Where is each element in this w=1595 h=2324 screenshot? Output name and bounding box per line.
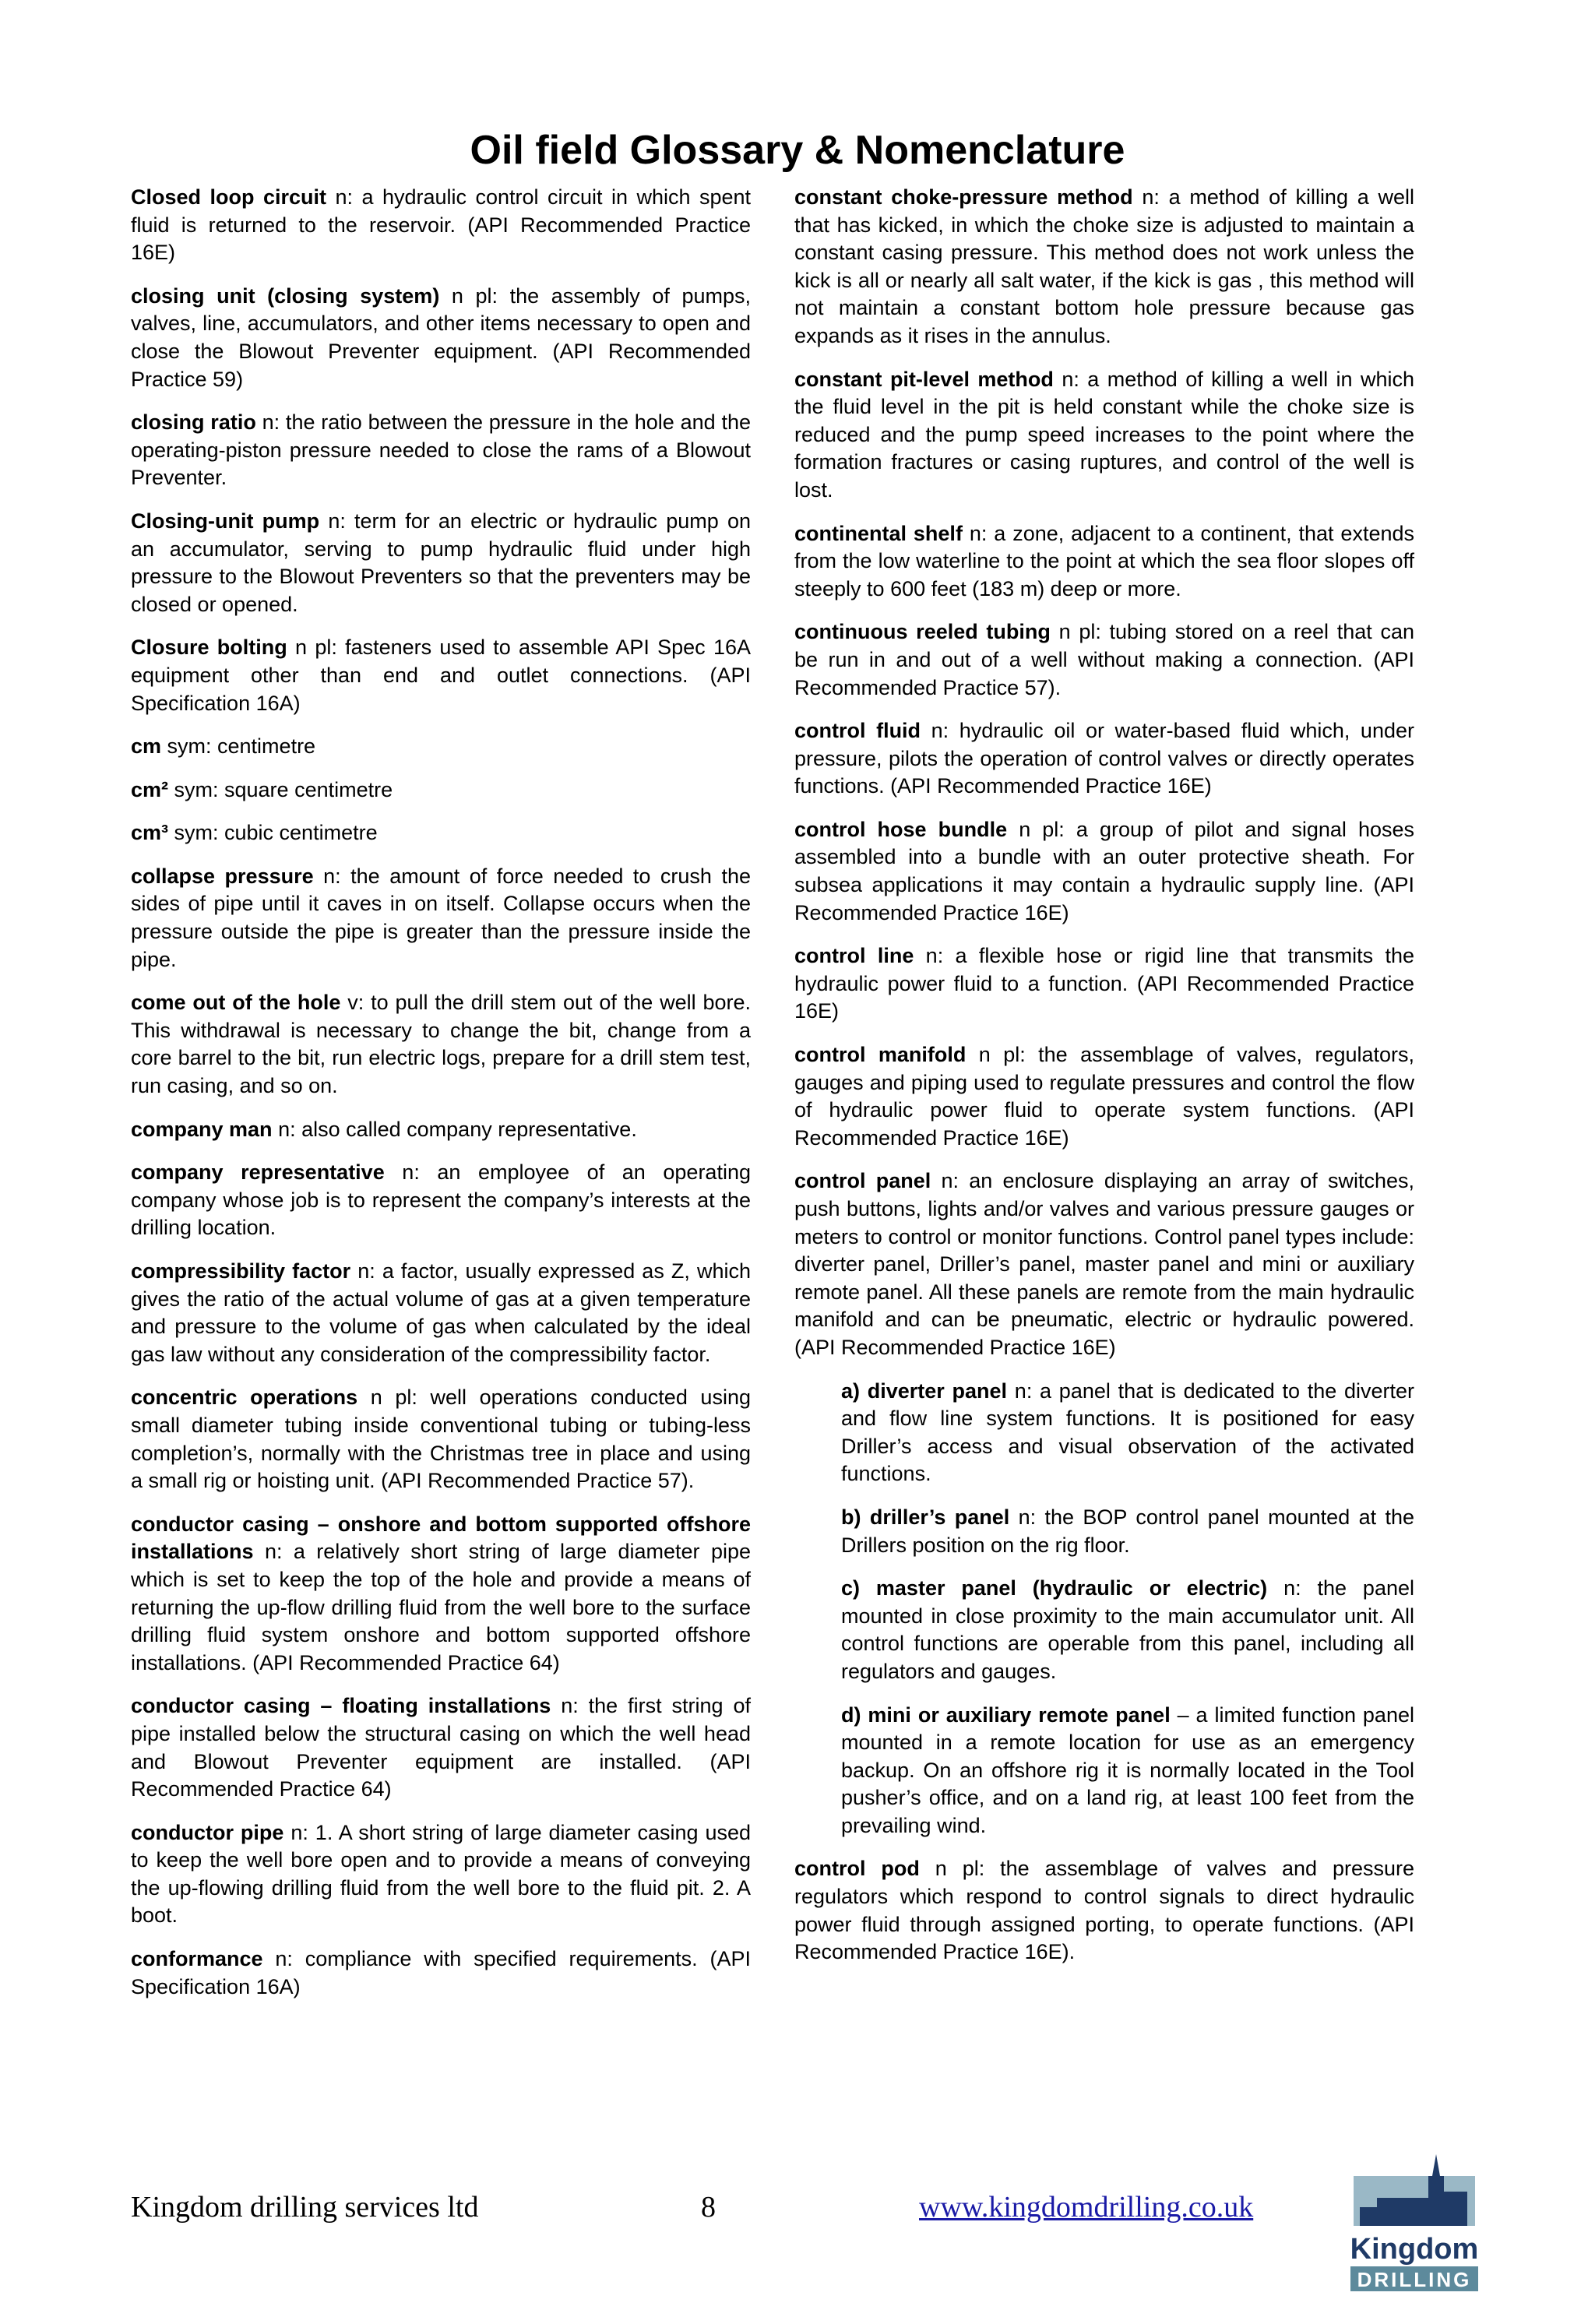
glossary-term: control manifold	[794, 1043, 967, 1067]
glossary-term: company representative	[131, 1160, 385, 1185]
page-title: Oil field Glossary & Nomenclature	[470, 128, 1125, 173]
glossary-definition: v: to pull the drill stem out of the well bore. This withdrawal is necessary to change the bit, change from a core barrel to the bit, run electric logs, prepare for a drill stem test, run casing, and so on.	[131, 991, 751, 1098]
glossary-definition: sym: square centimetre	[168, 777, 393, 801]
glossary-definition: n: the amount of force needed to crush the sides of pipe until it caves in on itself. Collapse occurs when the pressure outside the pipe is greater than the pressure inside the pipe.	[131, 864, 751, 971]
glossary-term: conductor pipe	[131, 1820, 284, 1844]
glossary-definition: n: a panel that is dedicated to the diverter and flow line system functions. It is positioned for easy Driller’s access and visual observation of the activated functions.	[841, 1379, 1415, 1486]
glossary-term: conductor casing – onshore and bottom supported offshore installations	[131, 1512, 751, 1564]
glossary-term: compressibility factor	[131, 1259, 351, 1283]
glossary-entry	[131, 1384, 751, 1495]
glossary-entry	[794, 1041, 1414, 1152]
glossary-definition: n: the panel mounted in close proximity to the main accumulator unit. All control functions are operable from this panel, including all regulators and gauges.	[841, 1576, 1414, 1683]
glossary-entry	[841, 1702, 1414, 1840]
castle-icon	[1354, 2154, 1475, 2226]
glossary-definition: – a limited function panel mounted in a remote location for use as an emergency backup. On an offshore rig it is normally located in the Tool pusher’s office, and on a land rig, at least 100 feet from the prevailing wind.	[841, 1703, 1414, 1837]
glossary-term: come out of the hole	[131, 991, 341, 1015]
glossary-entry	[841, 1504, 1414, 1559]
kingdom-drilling-logo	[1344, 2150, 1484, 2294]
glossary-definition: n: a method of killing a well in which the fluid level in the pit is held constant while the choke size is reduced and the pump speed increases to the point where the formation fractures or casing ruptures, and control of the well is lost.	[794, 367, 1414, 502]
glossary-definition: n pl: well operations conducted using small diameter tubing inside conventional tubing or tubing-less completion’s, normally with the Christmas tree in place and using a small rig or hoisting unit. (API Recommended Practice 57).	[131, 1386, 751, 1493]
glossary-entry	[131, 409, 751, 492]
glossary-definition: n: a method of killing a well that has kicked, in which the choke size is adjusted to maintain a constant casing pressure. This method does not work unless the kick is all or nearly all salt water, if the kick is gas , this method will not maintain a constant bottom hole pressure because gas expands as it rises in the annulus.	[794, 185, 1414, 347]
glossary-entry	[131, 1819, 751, 1930]
glossary-term: b) driller’s panel	[841, 1505, 1010, 1529]
glossary-definition: n: a hydraulic control circuit in which spent fluid is returned to the reservoir. (API Recommended Practice 16E)	[131, 185, 751, 265]
glossary-term: Closed loop circuit	[131, 185, 326, 209]
glossary-entry	[131, 1945, 751, 2001]
glossary-definition: n: hydraulic oil or water-based fluid which, under pressure, pilots the operation of control valves or directly operates functions. (API Recommended Practice 16E)	[794, 719, 1414, 798]
glossary-term: closing ratio	[131, 410, 256, 435]
logo-wordmark: Kingdom	[1350, 2233, 1479, 2266]
glossary-right-column	[794, 184, 1414, 1982]
glossary-definition: n: also called company representative.	[272, 1117, 637, 1141]
glossary-definition: n: an employee of an operating company whose job is to represent the company’s interests at the drilling location.	[131, 1160, 751, 1240]
glossary-term: continuous reeled tubing	[794, 620, 1051, 644]
glossary-term: collapse pressure	[131, 864, 314, 888]
glossary-term: control fluid	[794, 719, 921, 743]
glossary-term: constant pit-level method	[794, 367, 1054, 391]
glossary-definition: n: a flexible hose or rigid line that transmits the hydraulic power fluid to a function. (API Recommended Practice 16E)	[794, 944, 1414, 1023]
glossary-definition: n pl: a group of pilot and signal hoses assembled into a bundle with an outer protective sheath. For subsea applications it may contain a hydraulic supply line. (API Recommended Practice 16E)	[794, 817, 1414, 924]
glossary-term: control panel	[794, 1169, 931, 1193]
glossary-definition: n pl: fasteners used to assemble API Spec 16A equipment other than end and outlet connections. (API Specification 16A)	[131, 636, 751, 715]
logo-subtitle: DRILLING	[1357, 2268, 1472, 2291]
glossary-term: company man	[131, 1117, 273, 1141]
glossary-term: control hose bundle	[794, 817, 1008, 841]
glossary-entry	[131, 1258, 751, 1368]
glossary-entry	[794, 816, 1414, 927]
glossary-entry	[794, 366, 1414, 505]
glossary-entry	[131, 733, 751, 761]
footer-website-link[interactable]: www.kingdomdrilling.co.uk	[919, 2191, 1254, 2224]
glossary-definition: sym: centimetre	[161, 734, 316, 759]
glossary-definition: n: a relatively short string of large diameter pipe which is set to keep the top of the hole and provide a means of returning the up-flow drilling fluid from the well bore to the surface drilling fluid system onshore and bottom supported offshore installations. (API Recommended Practice 64)	[131, 1540, 751, 1674]
glossary-term: Closure bolting	[131, 636, 287, 660]
glossary-definition: n: term for an electric or hydraulic pump on an accumulator, serving to pump hydraulic fluid under high pressure to the Blowout Preventers so that the preventers may be closed or opened.	[131, 509, 751, 616]
glossary-term: conductor casing – floating installations	[131, 1694, 551, 1718]
glossary-entry	[131, 819, 751, 847]
glossary-term: conformance	[131, 1947, 263, 1971]
glossary-definition: n: the ratio between the pressure in the hole and the operating-piston pressure needed to close the rams of a Blowout Preventer.	[131, 410, 751, 490]
glossary-term: constant choke-pressure method	[794, 185, 1133, 209]
glossary-definition: n pl: the assembly of pumps, valves, line, accumulators, and other items necessary to open and close the Blowout Preventer equipment. (API Recommended Practice 59)	[131, 283, 751, 391]
glossary-entry	[794, 184, 1414, 350]
glossary-entry	[131, 283, 751, 393]
glossary-definition: n: the first string of pipe installed below the structural casing on which the well head and Blowout Preventer equipment are installed. (API Recommended Practice 64)	[131, 1694, 752, 1801]
glossary-term: d) mini or auxiliary remote panel	[841, 1703, 1171, 1727]
glossary-definition: sym: cubic centimetre	[168, 821, 378, 845]
glossary-term: cm³	[131, 821, 169, 845]
glossary-entry	[131, 863, 751, 974]
glossary-definition: n: 1. A short string of large diameter casing used to keep the well bore open and to provide a means of conveying the up-flowing drilling fluid from the well bore to the fluid pit. 2. A boot.	[131, 1820, 752, 1928]
glossary-term: control pod	[794, 1857, 920, 1881]
glossary-term: a) diverter panel	[841, 1379, 1008, 1403]
glossary-definition: n pl: the assemblage of valves, regulators, gauges and piping used to regulate pressures and control the flow of hydraulic power fluid to operate system functions. (API Recommended Practice 16E)	[794, 1043, 1414, 1150]
glossary-entry	[131, 508, 751, 618]
glossary-definition: n: a zone, adjacent to a continent, that extends from the low waterline to the point at which the sea floor slopes off steeply to 600 feet (183 m) deep or more.	[794, 521, 1414, 600]
glossary-entry	[131, 634, 751, 717]
glossary-entry	[131, 184, 751, 267]
glossary-term: cm	[131, 734, 162, 759]
glossary-left-column	[131, 184, 751, 2016]
glossary-entry	[841, 1575, 1414, 1685]
glossary-term: c) master panel (hydraulic or electric)	[841, 1576, 1268, 1600]
glossary-definition: n: an enclosure displaying an array of switches, push buttons, lights and/or valves and various pressure gauges or meters to control or monitor functions. Control panel types include: diverter panel, Driller’s panel, master panel and mini or auxiliary remote panel. All these panels are remote from the main hydraulic manifold and can be pneumatic, electric or hydraulic powered. (API Recommended Practice 16E)	[794, 1169, 1415, 1359]
glossary-entry	[131, 1511, 751, 1678]
glossary-entry	[131, 776, 751, 805]
glossary-definition: n pl: tubing stored on a reel that can be run in and out of a well without making a connection. (API Recommended Practice 57).	[794, 620, 1414, 699]
glossary-term: control line	[794, 944, 914, 968]
glossary-entry	[131, 1116, 751, 1144]
footer-company: Kingdom drilling services ltd	[131, 2191, 479, 2224]
glossary-entry	[794, 942, 1414, 1026]
glossary-entry	[131, 1692, 751, 1803]
glossary-definition: n pl: the assemblage of valves and pressure regulators which respond to control signals to direct hydraulic power fluid through assigned porting, to operate functions. (API Recommended Practice 16E).	[794, 1857, 1414, 1964]
glossary-entry	[131, 1159, 751, 1242]
glossary-entry	[794, 1167, 1414, 1361]
glossary-definition: n: compliance with specified requirements. (API Specification 16A)	[131, 1947, 751, 1998]
glossary-term: continental shelf	[794, 521, 963, 545]
glossary-definition: n: the BOP control panel mounted at the Drillers position on the rig floor.	[841, 1505, 1414, 1557]
glossary-entry	[794, 1855, 1414, 1966]
glossary-term: closing unit (closing system)	[131, 283, 440, 308]
glossary-definition: n: a factor, usually expressed as Z, which gives the ratio of the actual volume of gas at a given temperature and pressure to the volume of gas when calculated by the ideal gas law without any consideration of the compressibility factor.	[131, 1259, 751, 1366]
glossary-entry	[841, 1378, 1414, 1488]
glossary-entry	[794, 618, 1414, 702]
glossary-term: cm²	[131, 777, 169, 801]
glossary-entry	[131, 989, 751, 1100]
glossary-term: concentric operations	[131, 1386, 358, 1410]
glossary-term: Closing-unit pump	[131, 509, 320, 533]
glossary-entry	[794, 520, 1414, 604]
footer-page-number: 8	[701, 2191, 716, 2224]
glossary-entry	[794, 717, 1414, 801]
